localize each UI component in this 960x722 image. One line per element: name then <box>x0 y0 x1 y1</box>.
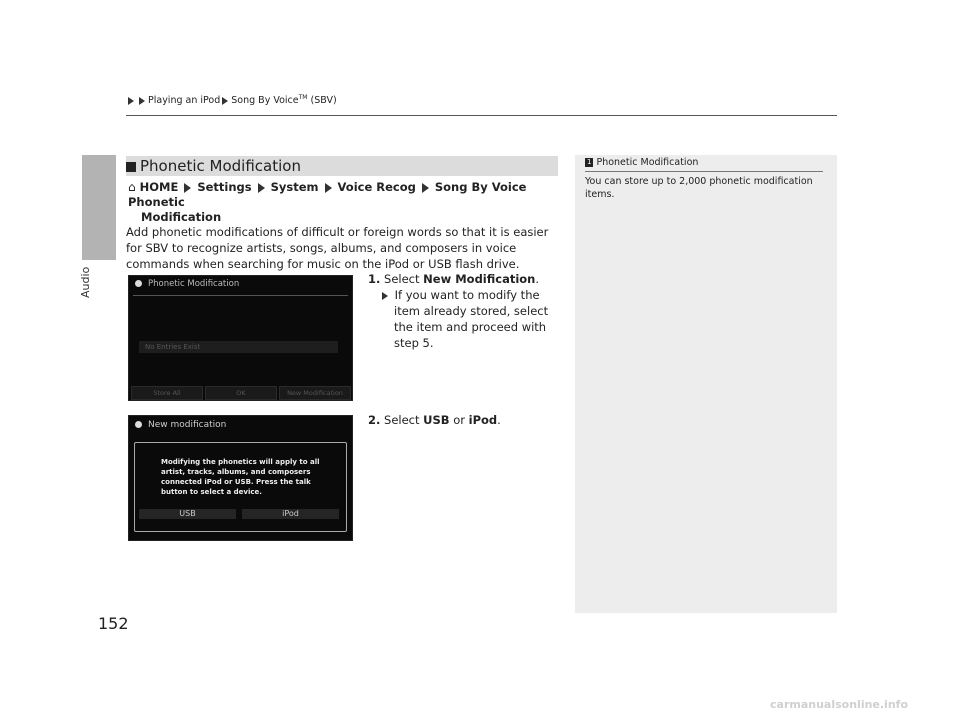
step-number: 1. <box>368 272 381 286</box>
store-all-button[interactable]: Store All <box>131 386 203 400</box>
nav-settings: Settings <box>197 180 252 194</box>
breadcrumb-part-1: Playing an iPod <box>148 95 221 107</box>
step-text-end: . <box>535 272 540 286</box>
step-2 <box>368 412 568 428</box>
intro-paragraph: Add phonetic modifications of difficult or foreign words so that it is easier for SBV to recognize artists, songs, albums, and composers in voice commands when searching for music on the iPod or USB flash drive. <box>126 225 549 271</box>
screen-title-text: New modification <box>148 420 227 430</box>
arrow-icon <box>139 97 145 105</box>
arrow-icon <box>258 183 265 193</box>
arrow-icon <box>382 292 388 300</box>
home-button-icon: ⌂ <box>128 180 136 194</box>
trademark-mark: TM <box>298 94 308 101</box>
step-text: Select <box>384 272 424 286</box>
screenshot-phonetic-modification <box>128 275 353 401</box>
breadcrumb-part-2: Song By Voice <box>231 95 299 107</box>
step-text: Select <box>384 413 424 427</box>
step-emphasis: New Modification <box>423 272 536 286</box>
ok-button[interactable]: OK <box>205 386 277 400</box>
screenshot-new-modification <box>128 415 353 541</box>
note-rule <box>585 171 823 172</box>
screen-title <box>129 279 239 289</box>
nav-system: System <box>270 180 319 194</box>
step-1 <box>368 271 568 351</box>
step-emphasis: USB <box>423 413 450 427</box>
navigation-path <box>128 180 558 225</box>
chapter-label: Audio <box>79 266 92 298</box>
arrow-icon <box>222 97 228 105</box>
new-modification-button[interactable]: New Modification <box>279 386 351 400</box>
back-icon[interactable] <box>135 280 142 287</box>
usb-button[interactable]: USB <box>139 509 236 519</box>
step-text-mid: or <box>449 413 469 427</box>
nav-continuation: Modification <box>141 210 222 224</box>
square-bullet-icon <box>126 162 136 172</box>
header-rule <box>126 115 837 116</box>
empty-list-message: No Entries Exist <box>139 341 338 353</box>
arrow-icon <box>325 183 332 193</box>
breadcrumb <box>126 94 337 106</box>
arrow-icon <box>128 97 134 105</box>
nav-voice-recog: Voice Recog <box>337 180 416 194</box>
reference-badge: 1 <box>587 158 592 166</box>
side-note-panel <box>575 155 837 613</box>
nav-song-by-voice-phonetic: Song By Voice Phonetic <box>128 180 527 209</box>
step-number: 2. <box>368 413 381 427</box>
step-emphasis: iPod <box>468 413 498 427</box>
step-text-end: . <box>497 413 501 427</box>
section-title <box>126 156 301 176</box>
step-sub-note: If you want to modify the item already stored, select the item and proceed with step 5. <box>394 288 549 350</box>
note-title <box>585 157 698 168</box>
note-title-text: Phonetic Modification <box>596 157 699 168</box>
arrow-icon <box>184 183 191 193</box>
breadcrumb-part-3: (SBV) <box>310 95 337 107</box>
nav-home: HOME <box>139 180 179 194</box>
dialog-message: Modifying the phonetics will apply to all artist, tracks, albums, and composers connected iPod or USB. Press the talk button to select a device. <box>161 458 320 496</box>
arrow-icon <box>422 183 429 193</box>
screen-divider <box>133 295 348 296</box>
note-body: You can store up to 2,000 phonetic modification items. <box>585 176 813 200</box>
screen-title <box>129 420 226 430</box>
back-icon[interactable] <box>135 421 142 428</box>
ipod-button[interactable]: iPod <box>242 509 339 519</box>
page-number: 152 <box>98 614 129 633</box>
section-title-text: Phonetic Modification <box>140 157 301 175</box>
chapter-tab <box>82 155 116 260</box>
watermark: carmanualsonline.info <box>770 698 908 711</box>
screen-title-text: Phonetic Modification <box>148 279 240 289</box>
